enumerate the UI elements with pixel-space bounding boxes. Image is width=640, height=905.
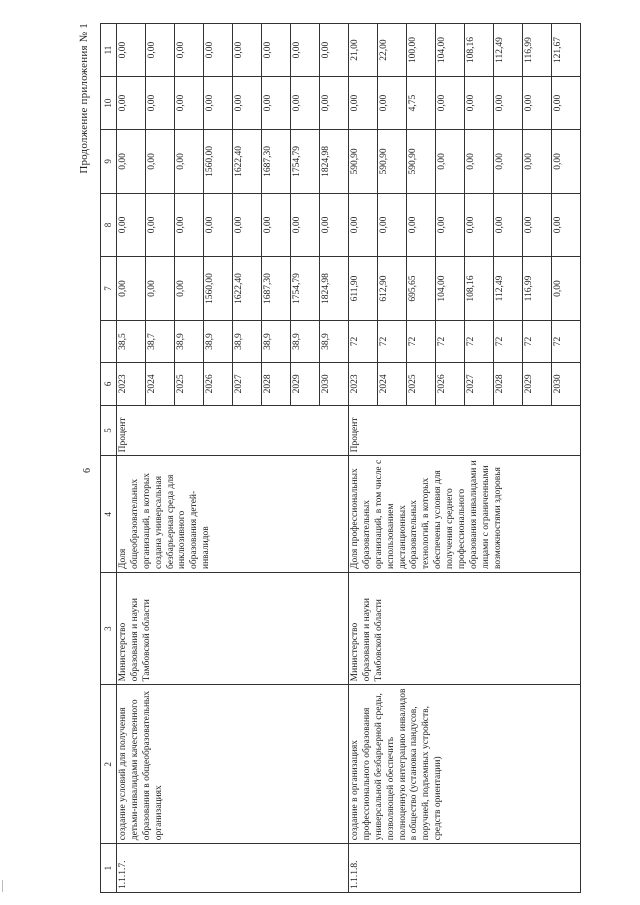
total-cell: 1687,30 xyxy=(262,257,291,321)
local-cell: 0,00 xyxy=(291,77,320,130)
federal-cell: 0,00 xyxy=(117,193,146,257)
row-number-cell: 1.1.1.8. xyxy=(349,844,581,893)
total-cell: 112,49 xyxy=(494,257,523,321)
local-cell: 0,00 xyxy=(262,77,291,130)
local-cell: 4,75 xyxy=(407,77,436,130)
total-cell: 1754,79 xyxy=(291,257,320,321)
regional-cell: 590,90 xyxy=(378,130,407,194)
other-cell: 121,67 xyxy=(552,24,581,77)
total-cell: 104,00 xyxy=(436,257,465,321)
year-cell: 2025 xyxy=(175,363,204,405)
other-cell: 21,00 xyxy=(349,24,378,77)
header-cell: 7 xyxy=(101,257,117,321)
federal-cell: 0,00 xyxy=(262,193,291,257)
local-cell: 0,00 xyxy=(465,77,494,130)
regional-cell: 590,90 xyxy=(349,130,378,194)
header-cell: 5 xyxy=(101,405,117,456)
indicator-value-cell: 72 xyxy=(378,320,407,362)
table-row xyxy=(117,24,146,893)
other-cell: 112,49 xyxy=(494,24,523,77)
unit-cell: Процент xyxy=(117,405,349,456)
rotated-page xyxy=(80,23,620,893)
federal-cell: 0,00 xyxy=(494,193,523,257)
continuation-title: Продолжение приложения № 1 xyxy=(78,23,90,174)
activity-cell: создание условий для получения детьми-инвалидами качественного образования в общеобразовательных организациях xyxy=(117,685,349,844)
other-cell: 0,00 xyxy=(233,24,262,77)
year-cell: 2029 xyxy=(523,363,552,405)
federal-cell: 0,00 xyxy=(175,193,204,257)
table-body xyxy=(101,24,581,893)
indicator-value-cell: 72 xyxy=(552,320,581,362)
other-cell: 0,00 xyxy=(146,24,175,77)
federal-cell: 0,00 xyxy=(465,193,494,257)
local-cell: 0,00 xyxy=(494,77,523,130)
year-cell: 2025 xyxy=(407,363,436,405)
indicator-value-cell: 38,9 xyxy=(320,320,349,362)
unit-cell: Процент xyxy=(349,405,581,456)
year-cell: 2029 xyxy=(291,363,320,405)
regional-cell: 0,00 xyxy=(117,130,146,194)
federal-cell: 0,00 xyxy=(204,193,233,257)
table-row xyxy=(349,24,378,893)
header-cell: 10 xyxy=(101,77,117,130)
other-cell: 108,16 xyxy=(465,24,494,77)
year-cell: 2030 xyxy=(552,363,581,405)
local-cell: 0,00 xyxy=(146,77,175,130)
local-cell: 0,00 xyxy=(204,77,233,130)
table-header-row xyxy=(101,24,117,893)
regional-cell: 0,00 xyxy=(436,130,465,194)
federal-cell: 0,00 xyxy=(233,193,262,257)
other-cell: 100,00 xyxy=(407,24,436,77)
year-cell: 2028 xyxy=(262,363,291,405)
total-cell: 0,00 xyxy=(552,257,581,321)
header-cell: 11 xyxy=(101,24,117,77)
executor-cell: Министерство образования и науки Тамбовской области xyxy=(117,572,349,684)
indicator-value-cell: 72 xyxy=(407,320,436,362)
regional-cell: 1687,30 xyxy=(262,130,291,194)
year-cell: 2024 xyxy=(146,363,175,405)
local-cell: 0,00 xyxy=(436,77,465,130)
header-cell: 1 xyxy=(101,844,117,893)
year-cell: 2027 xyxy=(465,363,494,405)
other-cell: 0,00 xyxy=(117,24,146,77)
indicator-value-cell: 38,9 xyxy=(291,320,320,362)
executor-cell: Министерство образования и науки Тамбовской области xyxy=(349,572,581,684)
indicator-value-cell: 72 xyxy=(494,320,523,362)
local-cell: 0,00 xyxy=(523,77,552,130)
federal-cell: 0,00 xyxy=(320,193,349,257)
total-cell: 0,00 xyxy=(146,257,175,321)
year-cell: 2023 xyxy=(117,363,146,405)
indicator-value-cell: 72 xyxy=(523,320,552,362)
indicator-value-cell: 72 xyxy=(349,320,378,362)
regional-cell: 1824,98 xyxy=(320,130,349,194)
other-cell: 116,99 xyxy=(523,24,552,77)
indicator-cell: Доля общеобразовательных организаций, в которых создана универсальная безбарьерная среда для инклюзивного образования детей-инвалидов xyxy=(117,456,349,573)
indicator-value-cell: 38,9 xyxy=(262,320,291,362)
total-cell: 108,16 xyxy=(465,257,494,321)
header-cell: 9 xyxy=(101,130,117,194)
federal-cell: 0,00 xyxy=(349,193,378,257)
local-cell: 0,00 xyxy=(117,77,146,130)
row-number-cell: 1.1.1.7. xyxy=(117,844,349,893)
header-cell: 6 xyxy=(101,363,117,405)
total-cell: 695,65 xyxy=(407,257,436,321)
total-cell: 612,90 xyxy=(378,257,407,321)
total-cell: 1824,98 xyxy=(320,257,349,321)
header-cell: 2 xyxy=(101,685,117,844)
federal-cell: 0,00 xyxy=(523,193,552,257)
year-cell: 2023 xyxy=(349,363,378,405)
header-cell: 4 xyxy=(101,456,117,573)
federal-cell: 0,00 xyxy=(552,193,581,257)
total-cell: 1560,00 xyxy=(204,257,233,321)
year-cell: 2026 xyxy=(204,363,233,405)
local-cell: 0,00 xyxy=(233,77,262,130)
other-cell: 0,00 xyxy=(175,24,204,77)
total-cell: 116,99 xyxy=(523,257,552,321)
activity-cell: создание в организациях профессионального образования универсальной безбарьерной среды, позволяющей обеспечить полноценную интеграцию инвалидов в общество (установка пандусов, поручней, подъемных устройств, средств ориентации) xyxy=(349,685,581,844)
local-cell: 0,00 xyxy=(349,77,378,130)
regional-cell: 0,00 xyxy=(146,130,175,194)
indicator-value-cell: 38,5 xyxy=(117,320,146,362)
other-cell: 0,00 xyxy=(262,24,291,77)
regional-cell: 590,90 xyxy=(407,130,436,194)
header-cell xyxy=(101,320,117,362)
federal-cell: 0,00 xyxy=(378,193,407,257)
federal-cell: 0,00 xyxy=(146,193,175,257)
program-table xyxy=(100,23,581,893)
year-cell: 2028 xyxy=(494,363,523,405)
other-cell: 22,00 xyxy=(378,24,407,77)
federal-cell: 0,00 xyxy=(291,193,320,257)
regional-cell: 1560,00 xyxy=(204,130,233,194)
total-cell: 0,00 xyxy=(175,257,204,321)
regional-cell: 1754,79 xyxy=(291,130,320,194)
indicator-cell: Доля профессиональных образовательных организаций, в том числе с использованием дистанционных образовательных технологий, в которых обеспечены условия для получения среднего профессионального образования инвалидами и лицами с ограниченными возможностями здоровья xyxy=(349,456,581,573)
indicator-value-cell: 72 xyxy=(436,320,465,362)
indicator-value-cell: 38,9 xyxy=(204,320,233,362)
year-cell: 2030 xyxy=(320,363,349,405)
year-cell: 2027 xyxy=(233,363,262,405)
indicator-value-cell: 38,7 xyxy=(146,320,175,362)
federal-cell: 0,00 xyxy=(436,193,465,257)
regional-cell: 0,00 xyxy=(494,130,523,194)
regional-cell: 1622,40 xyxy=(233,130,262,194)
regional-cell: 0,00 xyxy=(175,130,204,194)
regional-cell: 0,00 xyxy=(552,130,581,194)
indicator-value-cell: 38,9 xyxy=(233,320,262,362)
total-cell: 0,00 xyxy=(117,257,146,321)
other-cell: 0,00 xyxy=(291,24,320,77)
local-cell: 0,00 xyxy=(552,77,581,130)
local-cell: 0,00 xyxy=(320,77,349,130)
local-cell: 0,00 xyxy=(378,77,407,130)
year-cell: 2024 xyxy=(378,363,407,405)
regional-cell: 0,00 xyxy=(523,130,552,194)
header-cell: 3 xyxy=(101,572,117,684)
scan-artifact xyxy=(2,880,3,892)
other-cell: 0,00 xyxy=(204,24,233,77)
year-cell: 2026 xyxy=(436,363,465,405)
indicator-value-cell: 38,9 xyxy=(175,320,204,362)
header-cell: 8 xyxy=(101,193,117,257)
other-cell: 104,00 xyxy=(436,24,465,77)
indicator-value-cell: 72 xyxy=(465,320,494,362)
page-number: 6 xyxy=(82,468,93,473)
federal-cell: 0,00 xyxy=(407,193,436,257)
regional-cell: 0,00 xyxy=(465,130,494,194)
other-cell: 0,00 xyxy=(320,24,349,77)
total-cell: 1622,40 xyxy=(233,257,262,321)
total-cell: 611,90 xyxy=(349,257,378,321)
local-cell: 0,00 xyxy=(175,77,204,130)
